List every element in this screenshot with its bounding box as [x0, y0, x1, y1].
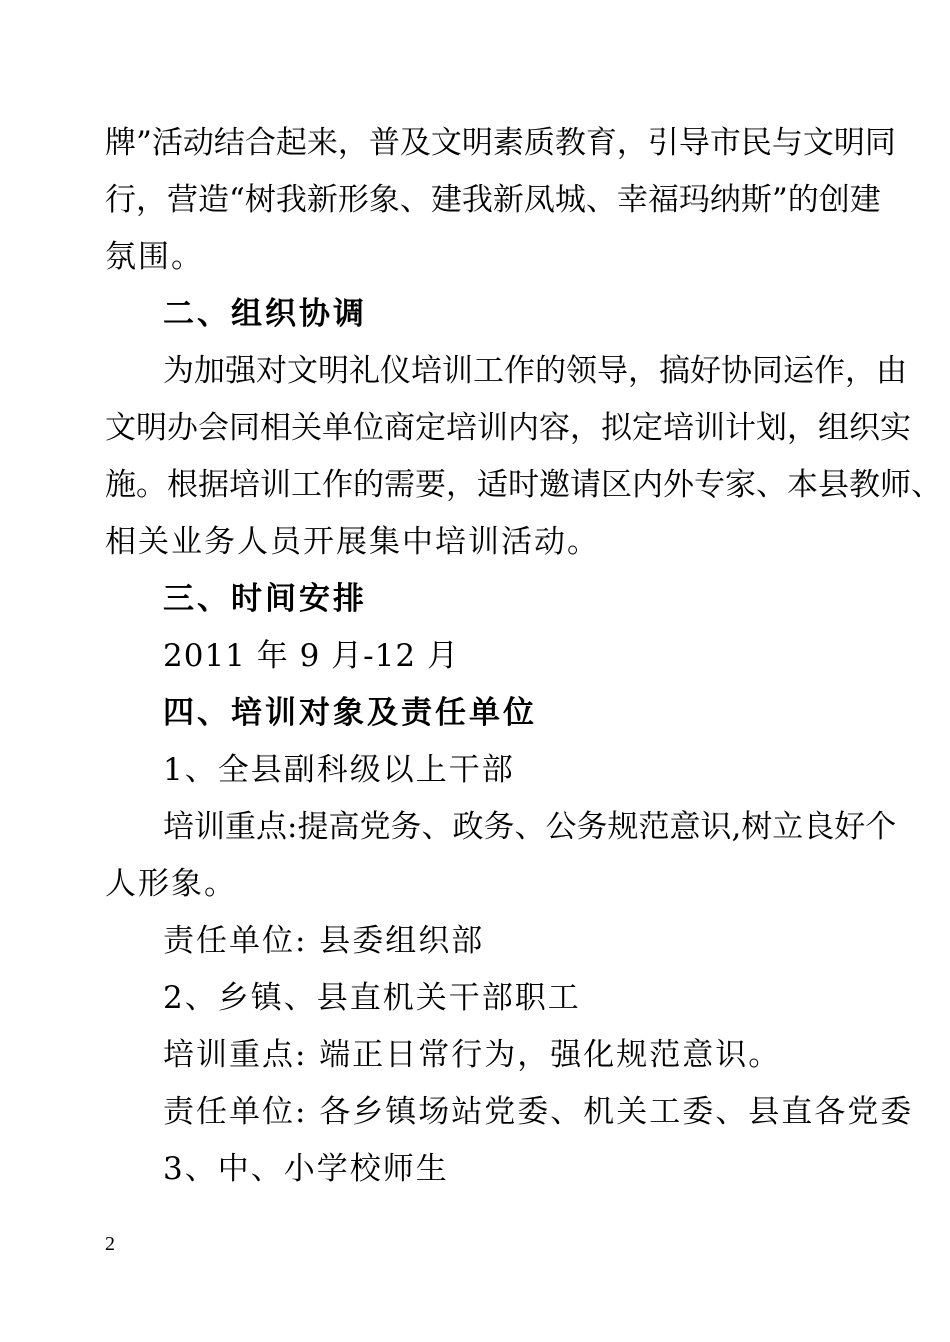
paragraph-line: 氛围。	[105, 239, 204, 275]
paragraph-line: 施。根据培训工作的需要，适时邀请区内外专家、本县教师、	[105, 467, 942, 503]
paragraph-line: 文明办会同相关单位商定培训内容，拟定培训计划，组织实	[105, 410, 911, 446]
list-item: 1、全县副科级以上干部	[163, 752, 515, 788]
paragraph-line: 责任单位: 县委组织部	[163, 923, 485, 959]
section-heading: 三、时间安排	[163, 581, 367, 617]
page-number: 2	[105, 1233, 115, 1255]
paragraph-line: 相关业务人员开展集中培训活动。	[105, 524, 600, 560]
paragraph-line: 为加强对文明礼仪培训工作的领导，搞好协同运作，由	[163, 353, 907, 389]
paragraph-line: 培训重点:提高党务、政务、公务规范意识,树立良好个	[163, 809, 897, 845]
date-range: 2011 年 9 月-12 月	[163, 638, 459, 674]
paragraph-line: 培训重点: 端正日常行为，强化规范意识。	[163, 1037, 782, 1073]
paragraph-line: 责任单位: 各乡镇场站党委、机关工委、县直各党委	[163, 1094, 914, 1130]
paragraph-line: 牌”活动结合起来，普及文明素质教育，引导市民与文明同	[105, 125, 896, 161]
list-item: 2、乡镇、县直机关干部职工	[163, 980, 581, 1016]
paragraph-line: 人形象。	[105, 866, 237, 902]
paragraph-line: 行，营造“树我新形象、建我新凤城、幸福玛纳斯”的创建	[105, 182, 881, 218]
section-heading: 四、培训对象及责任单位	[163, 695, 537, 731]
section-heading: 二、组织协调	[163, 296, 367, 332]
list-item: 3、中、小学校师生	[163, 1151, 449, 1187]
